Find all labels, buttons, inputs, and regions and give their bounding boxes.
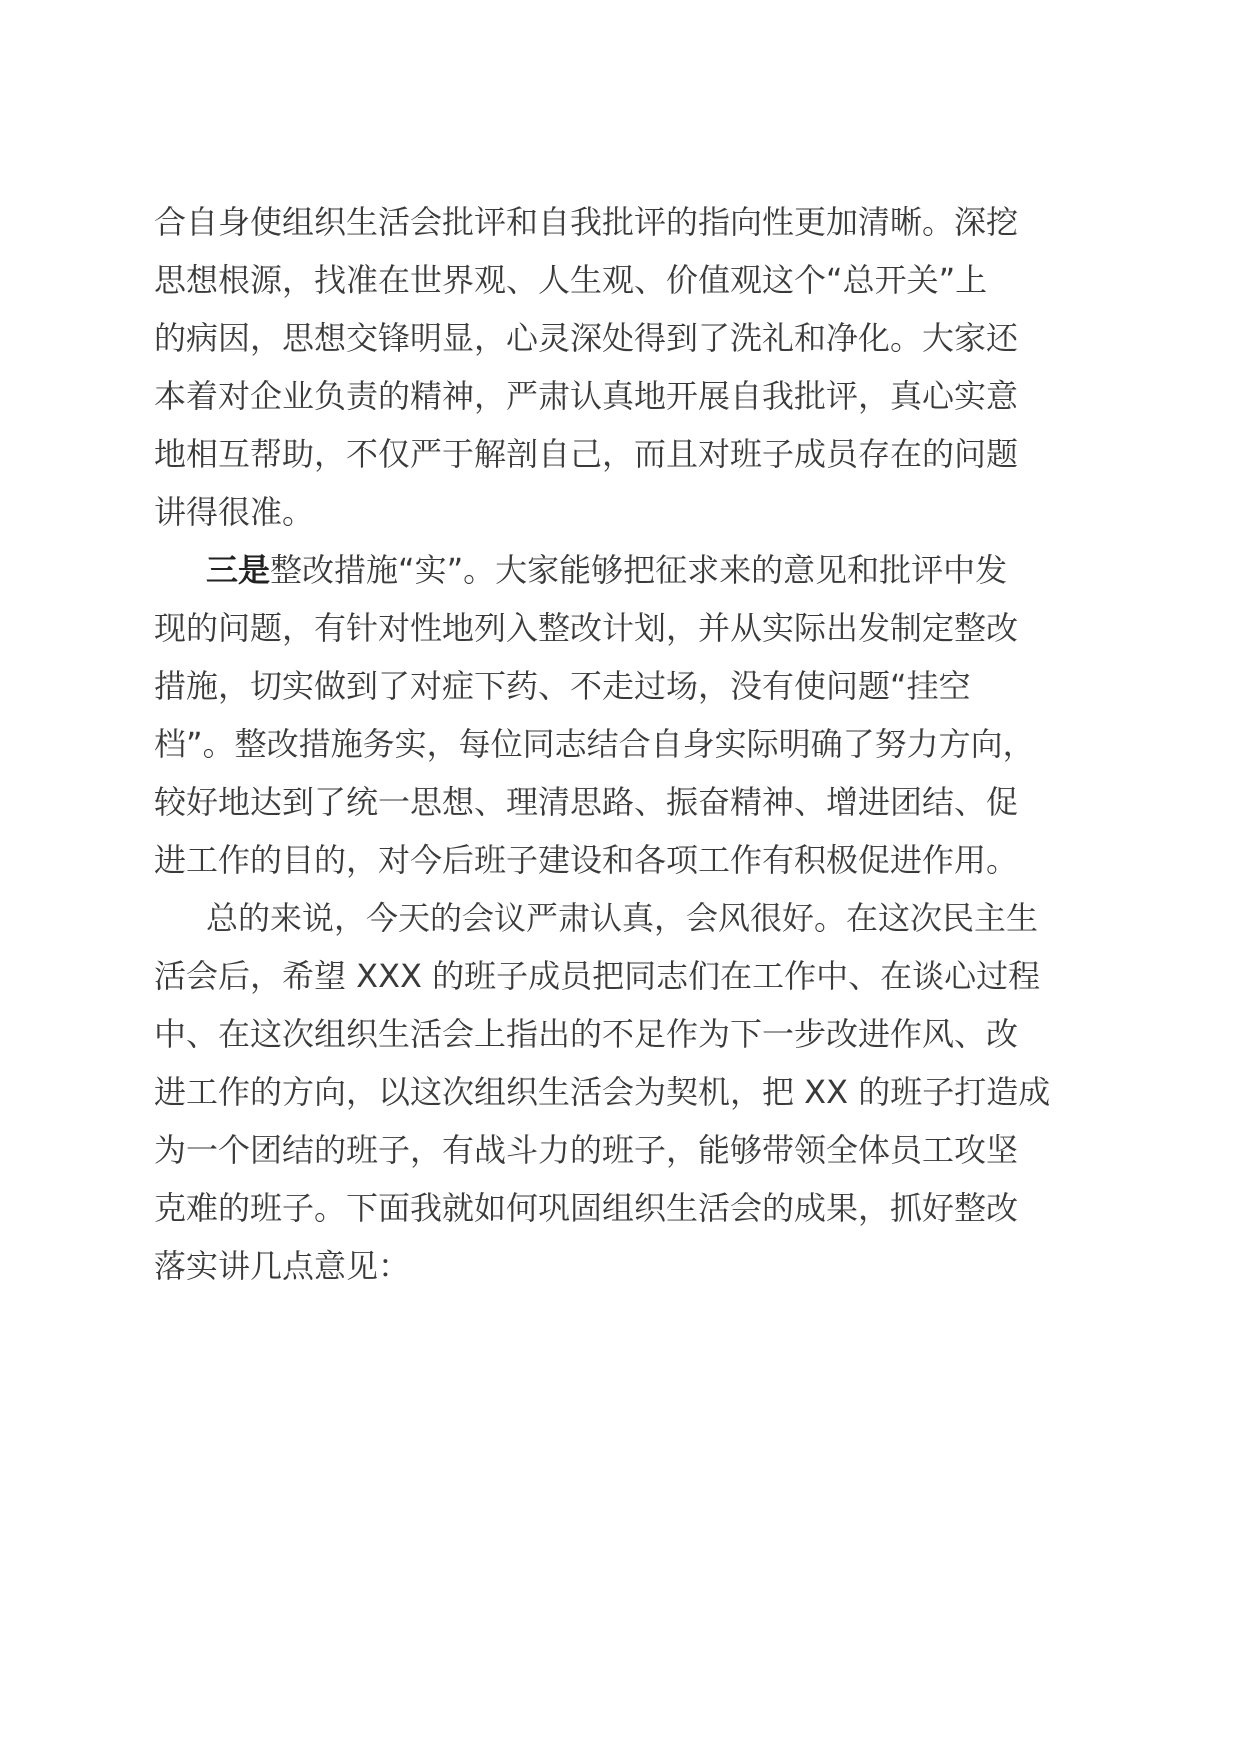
paragraph-3-line-1: 总的来说，今天的会议严肃认真，会风很好。在这次民主生 [206, 899, 1039, 937]
paragraph-1-line-1: 合自身使组织生活会批评和自我批评的指向性更加清晰。深挖 [154, 203, 1019, 241]
paragraph-2-line-2: 现的问题，有针对性地列入整改计划，并从实际出发制定整改 [154, 609, 1019, 647]
paragraph-3-line-6: 克难的班子。下面我就如何巩固组织生活会的成果，抓好整改 [154, 1189, 1019, 1227]
paragraph-1-line-5: 地相互帮助，不仅严于解剖自己，而且对班子成员存在的问题 [154, 435, 1019, 473]
paragraph-1-line-6: 讲得很准。 [154, 493, 315, 531]
paragraph-2-line-6: 进工作的目的，对今后班子建设和各项工作有积极促进作用。 [154, 841, 1019, 879]
paragraph-3-line-4: 进工作的方向，以这次组织生活会为契机，把 XX 的班子打造成 [154, 1073, 1051, 1111]
paragraph-2-line-1-text: 整改措施“实”。大家能够把征求来的意见和批评中发 [270, 551, 1008, 589]
paragraph-2-line-1 [206, 548, 1007, 592]
paragraph-2-line-4: 档”。整改措施务实，每位同志结合自身实际明确了努力方向， [154, 725, 1035, 763]
paragraph-1-line-3: 的病因，思想交锋明显，心灵深处得到了洗礼和净化。大家还 [154, 319, 1019, 357]
paragraph-1-line-2: 思想根源，找准在世界观、人生观、价值观这个“总开关”上 [154, 261, 988, 299]
paragraph-3-line-5: 为一个团结的班子，有战斗力的班子，能够带领全体员工攻坚 [154, 1131, 1019, 1169]
paragraph-2-line-5: 较好地达到了统一思想、理清思路、振奋精神、增进团结、促 [154, 783, 1019, 821]
paragraph-3-line-7: 落实讲几点意见： [154, 1247, 411, 1285]
paragraph-2-lead: 三是 [206, 551, 271, 589]
paragraph-3-line-2: 活会后，希望 XXX 的班子成员把同志们在工作中、在谈心过程 [154, 957, 1041, 995]
document-page [154, 0, 1084, 1754]
paragraph-2-line-3: 措施，切实做到了对症下药、不走过场，没有使问题“挂空 [154, 667, 971, 705]
paragraph-3-line-3: 中、在这次组织生活会上指出的不足作为下一步改进作风、改 [154, 1015, 1019, 1053]
paragraph-1-line-4: 本着对企业负责的精神，严肃认真地开展自我批评，真心实意 [154, 377, 1019, 415]
